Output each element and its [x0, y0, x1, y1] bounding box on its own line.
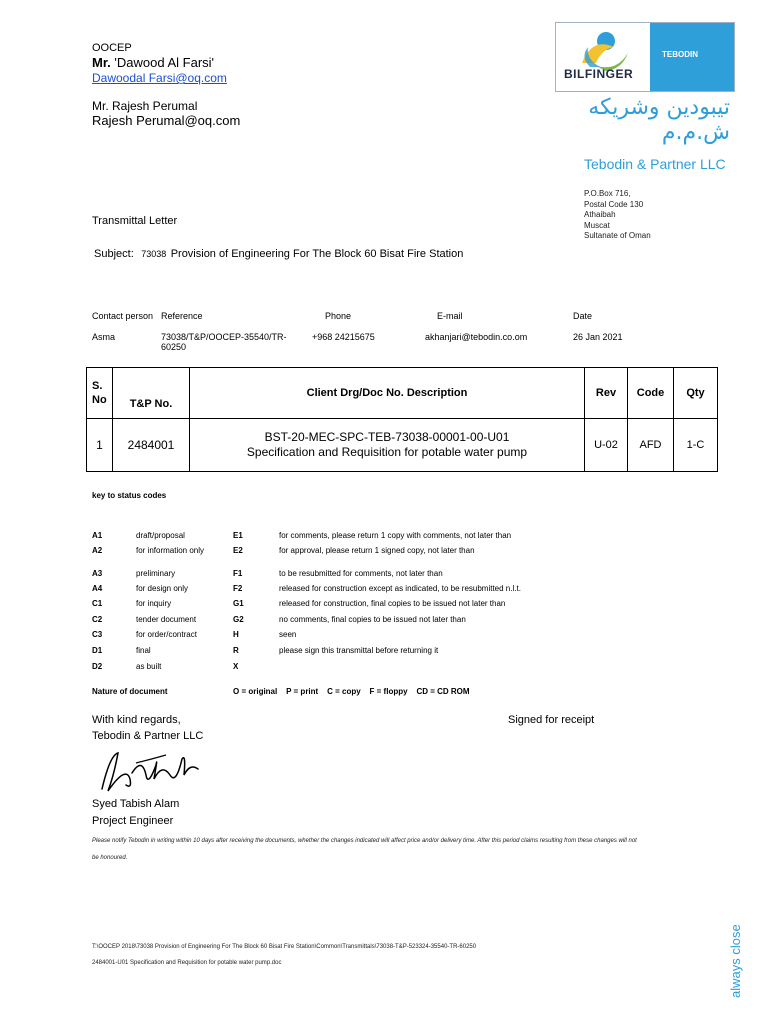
doc-number: BST-20-MEC-SPC-TEB-73038-00001-00-U01	[264, 430, 510, 444]
contact-person-value: Asma	[92, 332, 116, 342]
closing-company: Tebodin & Partner LLC	[92, 730, 204, 742]
status-text: for design only	[136, 584, 189, 593]
recipient-name-2: Mr. Rajesh Perumal	[92, 99, 198, 113]
status-code: F1	[233, 569, 243, 578]
status-text: for order/contract	[136, 630, 197, 639]
doc-description: Specification and Requisition for potable water pump	[246, 445, 528, 459]
signature-icon	[96, 745, 206, 797]
cell-rev: U-02	[585, 419, 628, 472]
subject-line	[94, 244, 463, 262]
nature-label: Nature of document	[92, 687, 168, 696]
status-code: D2	[92, 662, 103, 671]
table-row	[87, 419, 718, 472]
header-qty: Qty	[674, 368, 718, 419]
subject-code: 73038	[141, 249, 167, 259]
mr-prefix: Mr.	[92, 55, 111, 70]
company-name: Tebodin & Partner LLC	[584, 156, 726, 172]
cell-code: AFD	[628, 419, 674, 472]
closing-regards: With kind regards,	[92, 714, 181, 726]
recipient-org: OOCEP	[92, 42, 132, 54]
status-code: D1	[92, 646, 103, 655]
tebodin-logo-panel	[650, 23, 734, 91]
logo-brand-text: BILFINGER	[564, 67, 634, 81]
contact-email-value: akhanjari@tebodin.co.om	[425, 332, 528, 342]
status-text: for comments, please return 1 copy with comments, not later than	[279, 531, 512, 540]
status-code: C2	[92, 615, 103, 624]
address-line: P.O.Box 716,	[584, 189, 631, 198]
address-line: Postal Code 130	[584, 199, 644, 209]
notice-line-1: Please notify Tebodin in writing within 10 days after receiving the documents, whether the changes indicated will affect price and/or delivery time. After this period claims resulting from these changes will not	[92, 838, 637, 844]
reference-line: 73038/T&P/OOCEP-35540/TR-	[161, 332, 287, 342]
status-code: X	[233, 662, 239, 671]
status-text: seen	[279, 630, 297, 639]
company-logo	[555, 22, 735, 92]
status-text: for inquiry	[136, 599, 172, 608]
footer-path: T:\OOCEP 2018\73038 Provision of Engineering For The Block 60 Bisat Fire Station\Common\Transmittals\73038-T&P-523324-35540-TR-60250	[92, 944, 477, 950]
status-code: G2	[233, 615, 244, 624]
status-code: R	[233, 646, 239, 655]
status-text: please sign this transmittal before returning it	[279, 646, 439, 655]
status-code: C1	[92, 599, 103, 608]
header-rev: Rev	[585, 368, 628, 419]
company-address	[584, 189, 651, 242]
status-code: H	[233, 630, 239, 639]
status-text: draft/proposal	[136, 531, 185, 540]
status-text: released for construction except as indicated, to be resubmitted n.l.t.	[279, 584, 521, 593]
signer-name: Syed Tabish Alam	[92, 798, 180, 810]
document-table	[86, 367, 718, 472]
status-text: final	[136, 646, 151, 655]
letter-type: Transmittal Letter	[92, 215, 178, 227]
recipient-email-1-link[interactable]: Dawoodal Farsi@oq.com	[92, 71, 227, 85]
arabic-company-name: تيبودين وشريكه ش.م.م	[588, 95, 730, 145]
nature-values: O = original P = print C = copy F = floppy CD = CD ROM	[233, 687, 470, 696]
header-code: Code	[628, 368, 674, 419]
contact-header-reference: Reference	[161, 311, 203, 321]
status-code: A3	[92, 569, 103, 578]
notice-line-2: be honoured.	[92, 855, 128, 861]
status-code: E2	[233, 546, 243, 555]
cell-desc	[190, 419, 585, 472]
recipient-name-1	[92, 55, 214, 70]
side-label	[712, 902, 752, 1012]
subject-label: Subject:	[94, 248, 134, 260]
address-line: Sultanate of Oman	[584, 231, 651, 240]
contact-header-email: E-mail	[437, 311, 463, 321]
status-code: C3	[92, 630, 103, 639]
cell-sno: 1	[87, 419, 113, 472]
contact-date-value: 26 Jan 2021	[573, 332, 623, 342]
status-text: preliminary	[136, 569, 176, 578]
status-codes-title: key to status codes	[92, 491, 167, 500]
contact-reference-value	[161, 332, 287, 352]
reference-line: 60250	[161, 342, 187, 352]
signed-for-receipt: Signed for receipt	[508, 714, 595, 726]
contact-phone-value: +968 24215675	[312, 332, 375, 342]
status-code: A2	[92, 546, 103, 555]
footer-file: 2484001-U01 Specification and Requisition for potable water pump.doc	[92, 960, 282, 966]
status-text: tender document	[136, 615, 197, 624]
status-text: for approval, please return 1 signed copy, not later than	[279, 546, 475, 555]
status-text: as built	[136, 662, 162, 671]
recipient-name-1-text: 'Dawood Al Farsi'	[114, 55, 215, 70]
cell-tp: 2484001	[113, 419, 190, 472]
table-header-row	[87, 368, 718, 419]
logo-sub-brand-text: TEBODIN	[662, 50, 698, 59]
address-line: Muscat	[584, 220, 610, 230]
status-text: released for construction, final copies to be issued not later than	[279, 599, 506, 608]
contact-header-date: Date	[573, 311, 593, 321]
header-tp: T&P No.	[113, 368, 190, 419]
contact-header-phone: Phone	[325, 311, 352, 321]
status-text: to be resubmitted for comments, not later than	[279, 569, 443, 578]
status-text: for information only	[136, 546, 205, 555]
status-text: no comments, final copies to be issued not later than	[279, 615, 466, 624]
bilfinger-logo-panel	[556, 23, 650, 91]
status-code: G1	[233, 599, 244, 608]
subject-text: Provision of Engineering For The Block 60 Bisat Fire Station	[170, 248, 464, 260]
address-line: Athaibah	[584, 210, 616, 219]
contact-header-person: Contact person	[92, 311, 154, 321]
signer-role: Project Engineer	[92, 815, 174, 827]
status-code: E1	[233, 531, 243, 540]
cell-qty: 1-C	[674, 419, 718, 472]
header-desc: Client Drg/Doc No. Description	[190, 368, 585, 419]
status-code: A1	[92, 531, 103, 540]
status-code: F2	[233, 584, 243, 593]
header-sno: S. No	[87, 368, 113, 419]
side-label-text: always close	[728, 924, 743, 998]
status-code: A4	[92, 584, 103, 593]
recipient-email-2: Rajesh Perumal@oq.com	[92, 113, 241, 128]
